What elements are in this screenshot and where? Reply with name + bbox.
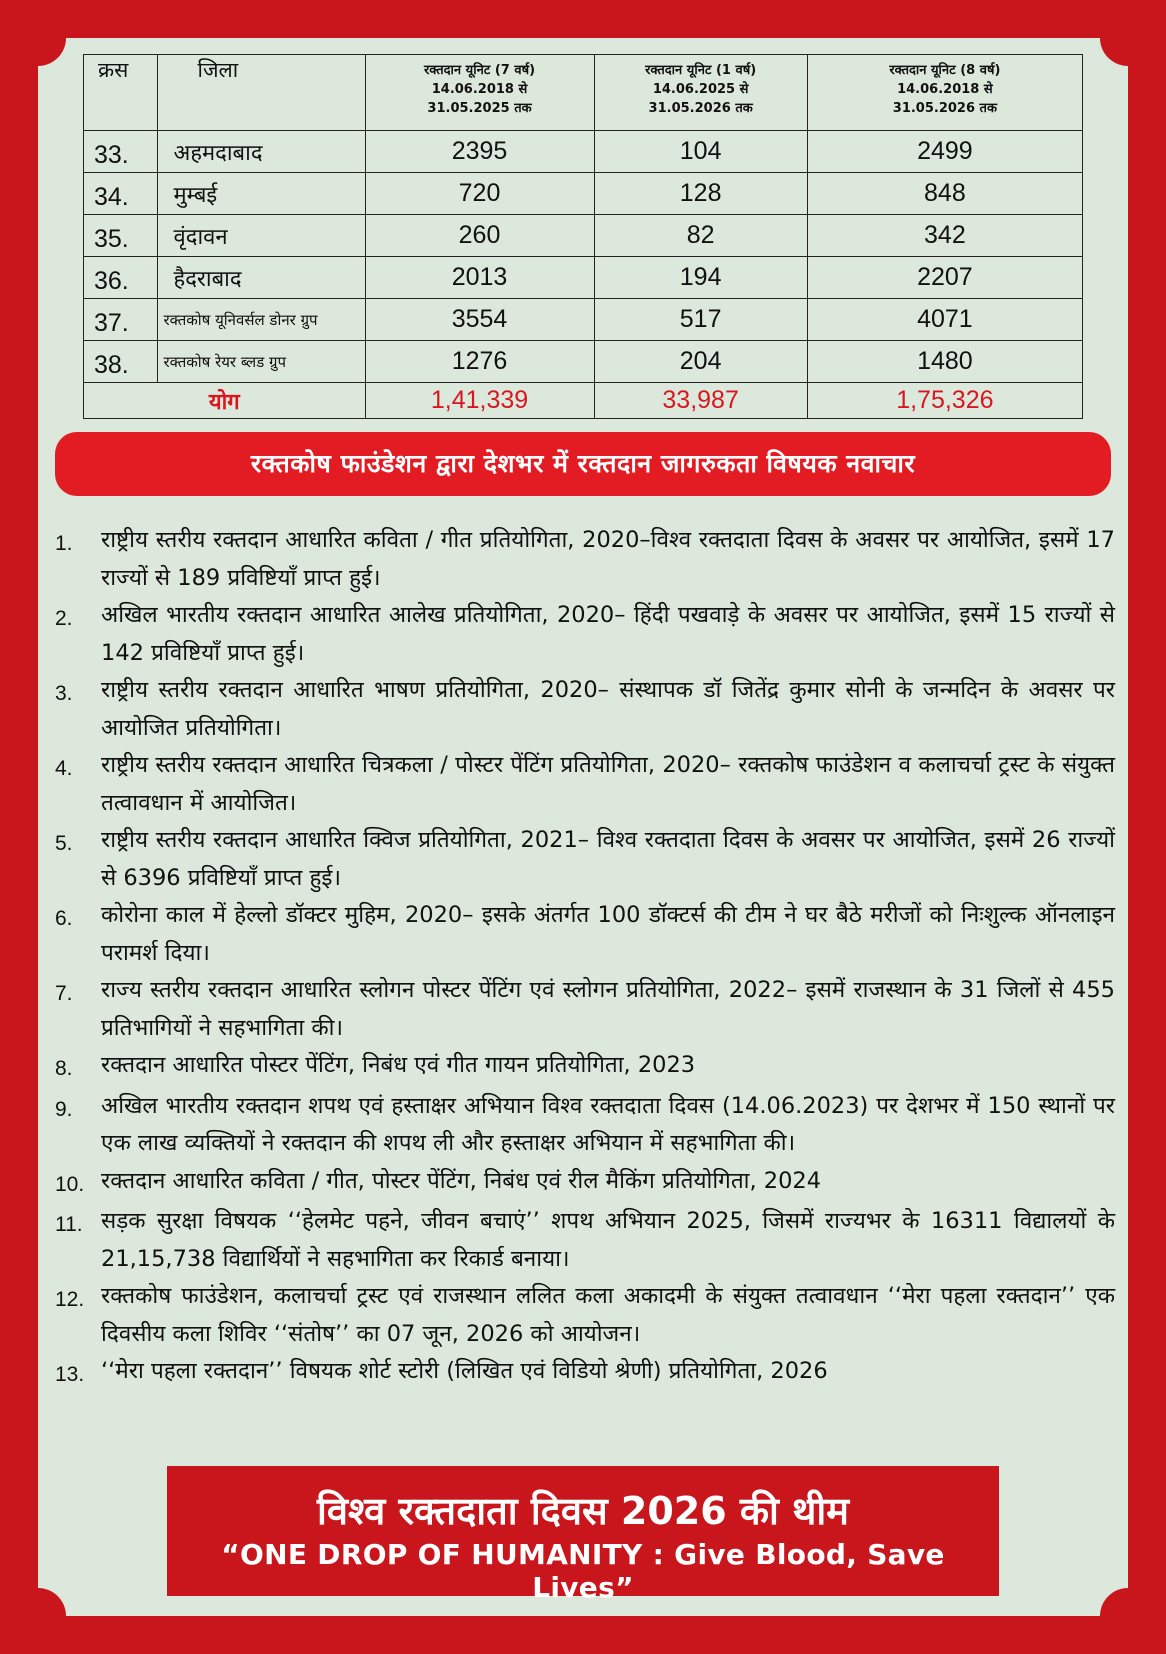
table-row — [84, 215, 1083, 257]
row-units-1yr: 517 — [594, 299, 807, 341]
header-line: 14.06.2018 से — [897, 82, 993, 97]
row-serial: 33. — [84, 131, 158, 173]
total-8yr: 1,75,326 — [807, 383, 1082, 419]
row-units-7yr: 720 — [365, 173, 594, 215]
header-line: रक्तदान यूनिट (1 वर्ष) — [645, 63, 757, 78]
row-units-7yr: 1276 — [365, 341, 594, 383]
list-item — [55, 897, 1115, 972]
list-item — [55, 1203, 1115, 1278]
total-row — [84, 383, 1083, 419]
list-item-number: 2. — [55, 607, 73, 630]
list-item-number: 12. — [55, 1288, 85, 1311]
theme-title: विश्व रक्तदाता दिवस 2026 की थीम — [317, 1489, 849, 1533]
header-units-1yr — [594, 55, 807, 131]
section-banner: रक्तकोष फाउंडेशन द्वारा देशभर में रक्तदान जागरुकता विषयक नवाचार — [55, 432, 1111, 496]
header-serial: क्रस — [84, 55, 158, 131]
row-units-8yr: 2499 — [807, 131, 1082, 173]
row-district: मुम्बई — [157, 173, 365, 215]
list-item — [55, 1278, 1115, 1353]
row-serial: 37. — [84, 299, 158, 341]
list-item-number: 8. — [55, 1057, 73, 1080]
row-district: अहमदाबाद — [157, 131, 365, 173]
row-units-8yr: 4071 — [807, 299, 1082, 341]
list-item-number: 13. — [55, 1363, 85, 1386]
row-units-7yr: 260 — [365, 215, 594, 257]
header-line: 31.05.2026 तक — [892, 101, 997, 116]
header-line: रक्तदान यूनिट (8 वर्ष) — [889, 63, 1001, 78]
corner-notch — [1100, 10, 1156, 66]
header-district: जिला — [157, 55, 365, 131]
row-district: रक्तकोष यूनिवर्सल डोनर ग्रुप — [157, 299, 365, 341]
list-item-text: रक्तदान आधारित कविता / गीत, पोस्टर पेंटिंग, निबंध एवं रील मैकिंग प्रतियोगिता, 2024 — [101, 1167, 822, 1194]
list-item-number: 10. — [55, 1172, 85, 1196]
header-line: 14.06.2018 से — [431, 82, 528, 97]
row-serial: 34. — [84, 173, 158, 215]
row-district: वृंदावन — [157, 215, 365, 257]
row-units-7yr: 3554 — [365, 299, 594, 341]
row-units-1yr: 194 — [594, 257, 807, 299]
list-item-text: रक्तदान आधारित पोस्टर पेंटिंग, निबंध एवं गीत गायन प्रतियोगिता, 2023 — [101, 1052, 696, 1078]
row-units-7yr: 2013 — [365, 257, 594, 299]
list-item — [55, 522, 1115, 597]
header-line: 14.06.2025 से — [652, 82, 749, 97]
row-units-1yr: 82 — [594, 215, 807, 257]
list-item-number: 4. — [55, 757, 73, 780]
list-item-text: अखिल भारतीय रक्तदान शपथ एवं हस्ताक्षर अभियान विश्व रक्तदाता दिवस (14.06.2023) पर देशभर में 150 स्थानों पर एक लाख व्यक्तियों ने रक्तदान की शपथ ली और हस्ताक्षर अभियान में सहभागिता की। — [101, 1092, 1115, 1156]
total-1yr: 33,987 — [594, 383, 807, 419]
table-row — [84, 299, 1083, 341]
row-units-8yr: 848 — [807, 173, 1082, 215]
list-item — [55, 672, 1115, 747]
table-row — [84, 173, 1083, 215]
header-line: 31.05.2025 तक — [427, 101, 532, 116]
table-row — [84, 257, 1083, 299]
list-item-text: राष्ट्रीय स्तरीय रक्तदान आधारित कविता / गीत प्रतियोगिता, 2020–विश्व रक्तदाता दिवस के अवसर पर आयोजित, इसमें 17 राज्यों से 189 प्रविष्टियाँ प्राप्त हुई। — [101, 527, 1115, 591]
header-units-7yr — [365, 55, 594, 131]
list-item-text: ‘‘मेरा पहला रक्तदान’’ विषयक शोर्ट स्टोरी (लिखित एवं विडियो श्रेणी) प्रतियोगिता, 2026 — [101, 1358, 828, 1384]
row-serial: 36. — [84, 257, 158, 299]
innovation-list — [55, 522, 1115, 1394]
list-item-number: 9. — [55, 1097, 73, 1121]
theme-slogan: “ONE DROP OF HUMANITY : Give Blood, Save Lives” — [221, 1538, 945, 1604]
list-item-number: 6. — [55, 907, 73, 930]
list-item — [55, 972, 1115, 1047]
list-item — [55, 747, 1115, 822]
list-item — [55, 822, 1115, 897]
theme-box — [167, 1466, 999, 1604]
row-district: हैदराबाद — [157, 257, 365, 299]
list-item-text: कोरोना काल में हेल्लो डॉक्टर मुहिम, 2020– इसके अंतर्गत 100 डॉक्टर्स की टीम ने घर बैठे मरीजों को निःशुल्क ऑनलाइन परामर्श दिया। — [101, 902, 1115, 966]
list-item — [55, 1088, 1115, 1163]
list-item — [55, 1163, 1115, 1204]
row-district: रक्तकोष रेयर ब्लड ग्रुप — [157, 341, 365, 383]
row-units-7yr: 2395 — [365, 131, 594, 173]
list-item — [55, 1047, 1115, 1088]
row-units-8yr: 2207 — [807, 257, 1082, 299]
list-item-text: राष्ट्रीय स्तरीय रक्तदान आधारित भाषण प्रतियोगिता, 2020– संस्थापक डॉ जितेंद्र कुमार सोनी के जन्मदिन के अवसर पर आयोजित प्रतियोगिता। — [101, 677, 1115, 741]
list-item — [55, 597, 1115, 672]
corner-notch — [10, 1588, 66, 1644]
total-7yr: 1,41,339 — [365, 383, 594, 419]
blood-donation-table — [83, 54, 1083, 419]
row-serial: 35. — [84, 215, 158, 257]
list-item-text: अखिल भारतीय रक्तदान आधारित आलेख प्रतियोगिता, 2020– हिंदी पखवाड़े के अवसर पर आयोजित, इसमें 15 राज्यों से 142 प्रविष्टियाँ प्राप्त हुई। — [101, 602, 1115, 666]
list-item-text: रक्तकोष फाउंडेशन, कलाचर्चा ट्रस्ट एवं राजस्थान ललित कला अकादमी के संयुक्त तत्वावधान ‘‘मेरा पहला रक्तदान’’ एक दिवसीय कला शिविर ‘‘संतोष’’ का 07 जून, 2026 को आयोजन। — [101, 1283, 1115, 1347]
table-row — [84, 131, 1083, 173]
list-item-text: राष्ट्रीय स्तरीय रक्तदान आधारित चित्रकला / पोस्टर पेंटिंग प्रतियोगिता, 2020– रक्तकोष फाउंडेशन व कलाचर्चा ट्रस्ट के संयुक्त तत्वावधान में आयोजित। — [101, 752, 1115, 816]
row-units-8yr: 342 — [807, 215, 1082, 257]
row-units-8yr: 1480 — [807, 341, 1082, 383]
list-item-number: 1. — [55, 532, 73, 555]
total-label: योग — [84, 383, 366, 419]
row-serial: 38. — [84, 341, 158, 383]
corner-notch — [10, 10, 66, 66]
list-item-text: राज्य स्तरीय रक्तदान आधारित स्लोगन पोस्टर पेंटिंग एवं स्लोगन प्रतियोगिता, 2022– इसमें राजस्थान के 31 जिलों से 455 प्रतिभागियों ने सहभागिता की। — [101, 977, 1115, 1041]
list-item-number: 3. — [55, 682, 73, 705]
list-item-text: राष्ट्रीय स्तरीय रक्तदान आधारित क्विज प्रतियोगिता, 2021– विश्व रक्तदाता दिवस के अवसर पर आयोजित, इसमें 26 राज्यों से 6396 प्रविष्टियाँ प्राप्त हुई। — [101, 827, 1115, 891]
list-item-number: 11. — [55, 1213, 83, 1236]
header-line: 31.05.2026 तक — [648, 101, 753, 116]
row-units-1yr: 104 — [594, 131, 807, 173]
table-header-row — [84, 55, 1083, 131]
corner-notch — [1100, 1588, 1156, 1644]
row-units-1yr: 128 — [594, 173, 807, 215]
list-item — [55, 1353, 1115, 1394]
list-item-number: 7. — [55, 982, 73, 1005]
table-row — [84, 341, 1083, 383]
row-units-1yr: 204 — [594, 341, 807, 383]
list-item-text: सड़क सुरक्षा विषयक ‘‘हेलमेट पहने, जीवन बचाएं’’ शपथ अभियान 2025, जिसमें राज्यभर के 16311 विद्यालयों के 21,15,738 विद्यार्थियों ने सहभागिता कर रिकार्ड बनाया। — [101, 1208, 1115, 1272]
header-line: रक्तदान यूनिट (7 वर्ष) — [423, 63, 536, 78]
list-item-number: 5. — [55, 832, 73, 855]
header-units-8yr — [807, 55, 1082, 131]
